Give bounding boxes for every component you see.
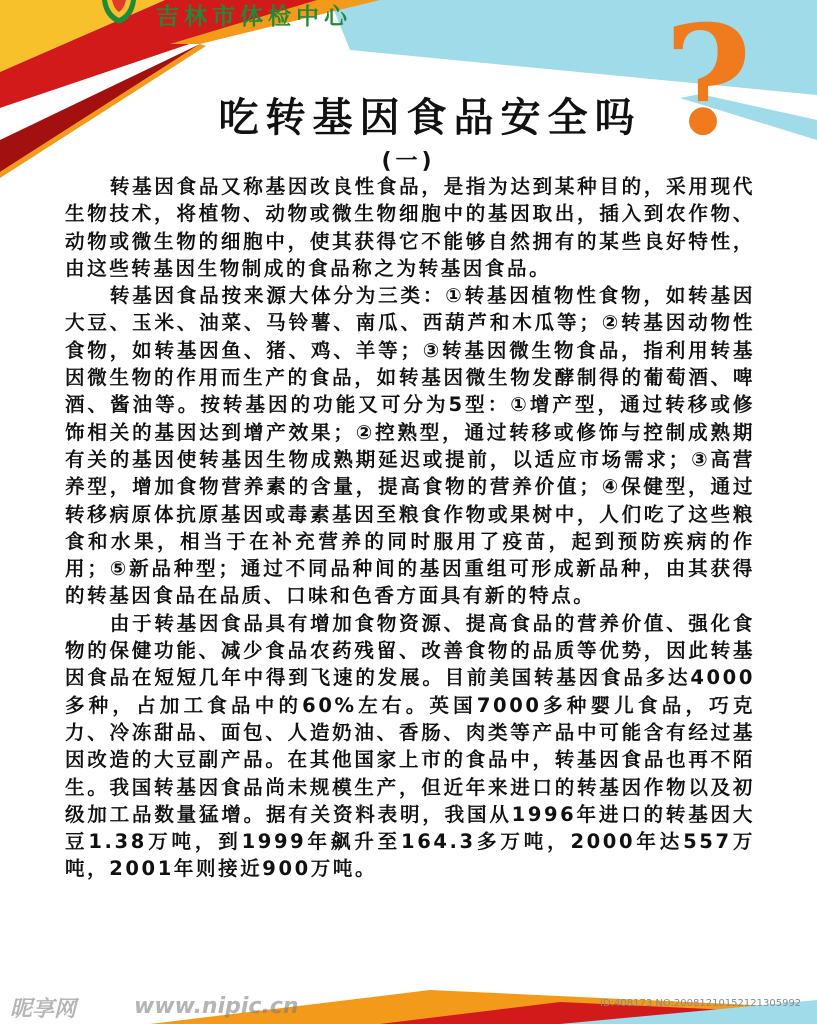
question-mark-graphic: ? (664, 0, 752, 169)
paragraph-development: 由于转基因食品具有增加食物资源、提高食品的营养价值、强化食物的保健功能、减少食品农药残留、改善食物的品质等优势，因此转基因食品在短短几年中得到飞速的发展。目前美国转基因食品多达4000多种，占加工食品中的60%左右。英国7000多种婴儿食品，巧克力、冷冻甜品、面包、人造奶油、香肠、肉类等产品中可能含有经过基因改造的大豆副产品。在其他国家上市的食品中，转基因食品也再不陌生。我国转基因食品尚未规模生产，但近年来进口的转基因作物以及初级加工品数量猛增。据有关资料表明，我国从1996年进口的转基因大豆1.38万吨，到1999年飙升至164.3多万吨，2000年达557万吨，2001年则接近900万吨。 (65, 611, 755, 881)
page-title: 吃转基因食品安全吗 (218, 95, 642, 141)
watermark-id: ID:408173 NO:20081210152121305992 (600, 998, 802, 1009)
watermark-site-name: 昵享网 (10, 997, 77, 1022)
watermark-url: www.nipic.cn (134, 994, 299, 1019)
page-subtitle: (一) (381, 149, 436, 174)
paragraph-definition: 转基因食品又称基因改良性食品，是指为达到某种目的，采用现代生物技术，将植物、动物或微生物细胞中的基因取出，插入到农作物、动物或微生物的细胞中，使其获得它不能够自然拥有的某些良好特性，由这些转基因生物制成的食品称之为转基因食品。 (65, 175, 755, 280)
center-logo-icon (98, 0, 140, 26)
organization-name: 吉林市体检中心 (156, 4, 352, 30)
article-body (65, 173, 755, 883)
paragraph-classification: 转基因食品按来源大体分为三类：①转基因植物性食物，如转基因大豆、玉米、油菜、马铃薯、南瓜、西葫芦和木瓜等；②转基因动物性食物，如转基因鱼、猪、鸡、羊等；③转基因微生物食品，指利用转基因微生物的作用而生产的食品，如转基因微生物发酵制得的葡萄酒、啤酒、酱油等。按转基因的功能又可分为5型：①增产型，通过转移或修饰相关的基因达到增产效果；②控熟型，通过转移或修饰与控制成熟期有关的基因使转基因生物成熟期延迟或提前，以适应市场需求；③高营养型，增加食物营养素的含量，提高食物的营养价值；④保健型，通过转移病原体抗原基因或毒素基因至粮食作物或果树中，人们吃了这些粮食和水果，相当于在补充营养的同时服用了疫苗，起到预防疾病的作用；⑤新品种型；通过不同品种间的基因重组可形成新品种，由其获得的转基因食品在品质、口味和色香方面具有新的特点。 (65, 284, 755, 608)
